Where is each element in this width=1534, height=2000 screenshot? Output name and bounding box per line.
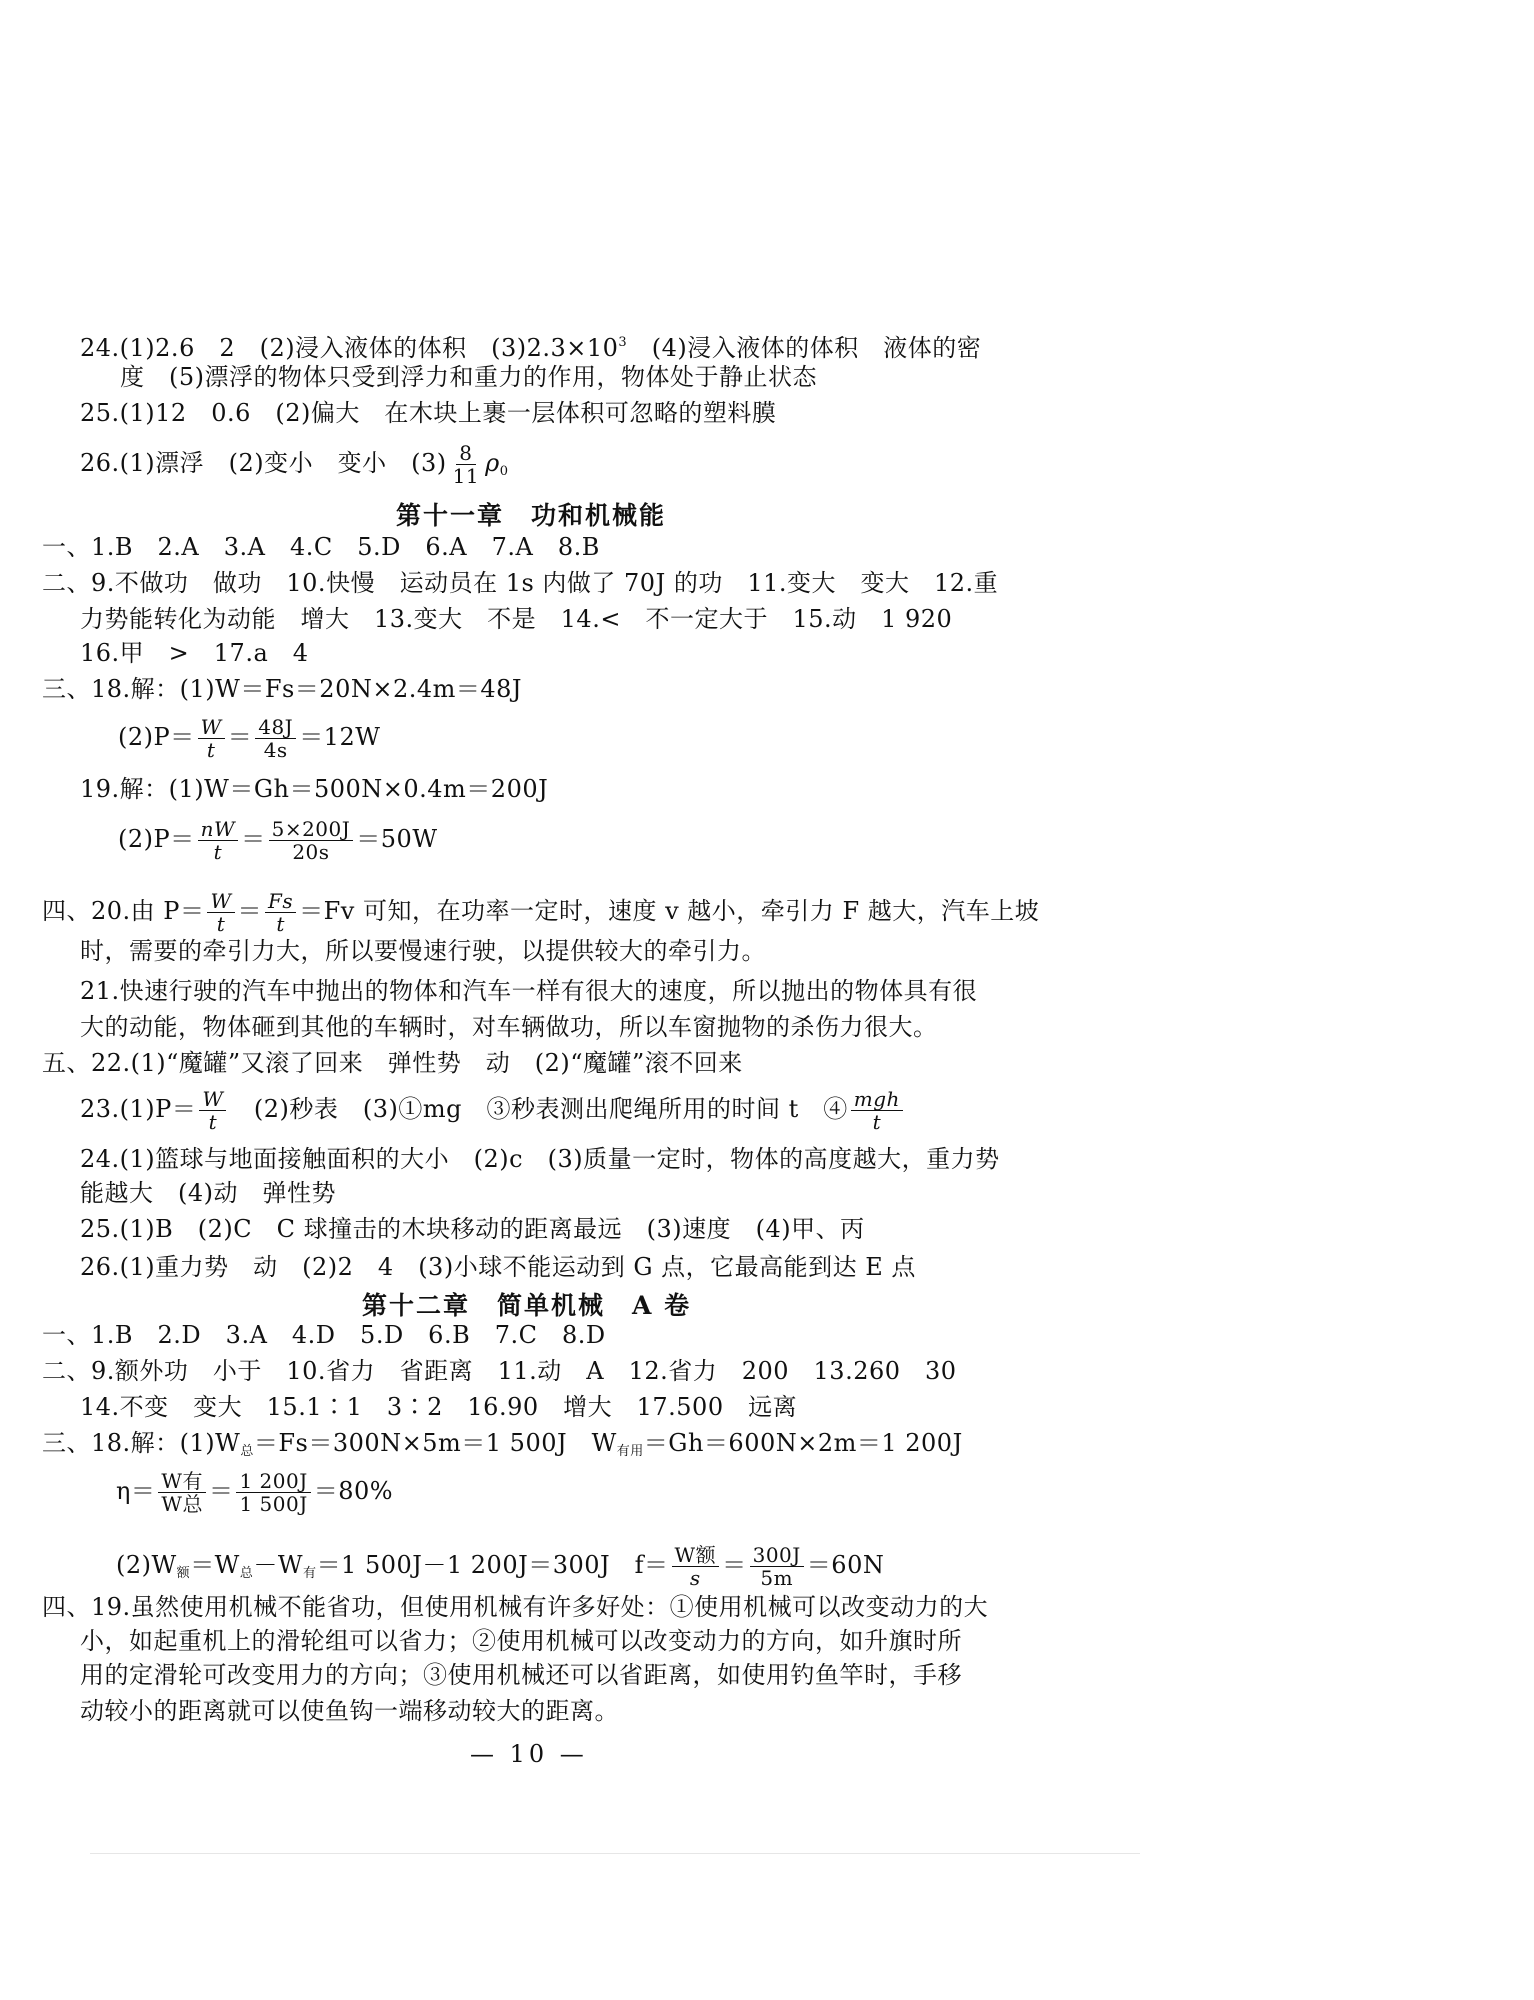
answer-24-line-2: 度 (5)漂浮的物体只受到浮力和重力的作用，物体处于静止状态 [120,363,817,391]
page-number: — 10 — [470,1740,588,1768]
ch11-q20-line-1: 四、20.由 P＝ $\frac{W}{t}$ ＝ $\frac{Fs}{t}$ ＝Fv 可知，在功率一定时，速度 v 越小，牵引力 F 越大，汽车上坡 [42,889,1040,936]
ch11-q22: 五、22.(1)“魔罐”又滚了回来 弹性势 动 (2)“魔罐”滚不回来 [42,1049,743,1077]
ch11-q19-line-2: (2)P＝ $\frac{nW}{t}$ ＝ $\frac{5\times 200J}{20s}$ ＝50W [118,817,438,864]
ch12-section-1: 一、1.B 2.D 3.A 4.D 5.D 6.B 7.C 8.D [42,1321,606,1349]
ch12-q19-line-2: 小，如起重机上的滑轮组可以省力；②使用机械可以改变动力的方向，如升旗时所 [80,1627,962,1655]
ch11-q24-line-1: 24.(1)篮球与地面接触面积的大小 (2)c (3)质量一定时，物体的高度越大，重力势 [80,1145,1000,1173]
answer-26: 26.(1)漂浮 (2)变小 变小 (3) $\frac{8}{11}$ $\rho_0$ [80,441,509,488]
ch11-q21-line-1: 21.快速行驶的汽车中抛出的物体和汽车一样有很大的速度，所以抛出的物体具有很 [80,977,978,1005]
ch11-q26: 26.(1)重力势 动 (2)2 4 (3)小球不能运动到 G 点，它最高能到达 E 点 [80,1253,916,1281]
ch12-q19-line-3: 用的定滑轮可改变用力的方向；③使用机械还可以省距离，如使用钓鱼竿时，手移 [80,1661,962,1689]
ch11-section-2-line-3: 16.甲 > 17.a 4 [80,639,309,667]
ch12-section-2-line-2: 14.不变 变大 15.1∶1 3∶2 16.90 增大 17.500 远离 [80,1393,798,1421]
answer-24-line-1: 24.(1)2.6 2 (2)浸入液体的体积 $(3)2.3\times 10^3$ (4)浸入液体的体积 液体的密 [80,334,982,362]
ch12-q19-line-4: 动较小的距离就可以使鱼钩一端移动较大的距离。 [80,1697,619,1725]
answer-25: 25.(1)12 0.6 (2)偏大 在木块上裹一层体积可忽略的塑料膜 [80,399,777,427]
ch11-q20-line-2: 时，需要的牵引力大，所以要慢速行驶，以提供较大的牵引力。 [80,937,766,965]
ch11-q21-line-2: 大的动能，物体砸到其他的车辆时，对车辆做功，所以车窗抛物的杀伤力很大。 [80,1013,938,1041]
ch11-q18-line-1: 三、18.解：(1)W＝Fs＝20N×2.4m＝48J [42,675,523,703]
ch12-q18-line-1: 三、18.解：$(1)W_总=Fs=300N\times 5m=1$ 500J $W_{有用}=Gh=600N\times 2m=1$ 200J [42,1429,963,1459]
ch11-q25: 25.(1)B (2)C C 球撞击的木块移动的距离最远 (3)速度 (4)甲、丙 [80,1215,865,1243]
bottom-divider [90,1853,1140,1854]
ch11-section-1: 一、1.B 2.A 3.A 4.C 5.D 6.A 7.A 8.B [42,533,600,561]
ch11-q18-line-2: (2)P＝ $\frac{W}{t}$ ＝ $\frac{48J}{4s}$ ＝12W [118,715,381,762]
chapter-12-title: 第十二章 简单机械 A 卷 [362,1291,692,1320]
ch12-q18-line-2: η＝ $\frac{\text{W有}}{\text{W总}}$ ＝ $\frac{1 200J}{1 500J}$ ＝80% [116,1469,394,1516]
ch11-section-2-line-2: 力势能转化为动能 增大 13.变大 不是 14.< 不一定大于 15.动 1 920 [80,605,953,633]
ch11-q19-line-1: 19.解：(1)W＝Gh＝500N×0.4m＝200J [80,775,549,803]
ch11-q24-line-2: 能越大 (4)动 弹性势 [80,1179,336,1207]
ch11-q23: 23.(1)P＝ $\frac{W}{t}$ (2)秒表 (3)①mg ③秒表测出爬绳所用的时间 t ④ $\frac{\text{mgh}}{t}$ [80,1088,906,1133]
ch11-section-2-line-1: 二、9.不做功 做功 10.快慢 运动员在 1s 内做了 70J 的功 11.变大 变大 12.重 [42,569,999,597]
chapter-11-title: 第十一章 功和机械能 [396,501,667,530]
ch12-q19-line-1: 四、19.虽然使用机械不能省功，但使用机械有许多好处：①使用机械可以改变动力的大 [42,1593,989,1621]
ch12-section-2-line-1: 二、9.额外功 小于 10.省力 省距离 11.动 A 12.省力 200 13.260 30 [42,1357,957,1385]
ch12-q18-line-3: $(2)W_额=W_总-W_有=1$ 500J－1 200J＝300J f＝ $\frac{\text{W额}}{s}$ ＝ $\frac{300J}{5m}$ ＝60N [116,1543,885,1590]
